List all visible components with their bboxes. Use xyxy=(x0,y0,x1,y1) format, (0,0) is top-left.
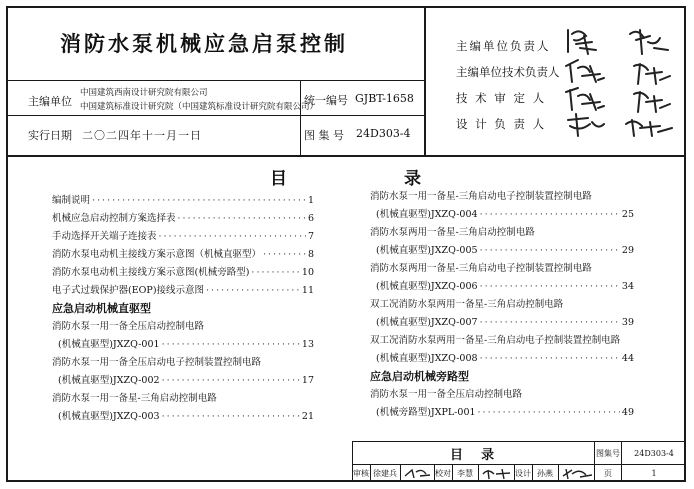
toc-section-direct-drive: 应急启动机械直驱型 xyxy=(52,302,151,315)
date-value: 二〇二四年十一月一日 xyxy=(82,129,202,142)
toc-entry-line1[interactable]: 消防水泵一用一备全压启动控制电路 xyxy=(370,389,523,400)
check-name: 李慧 xyxy=(457,469,473,478)
role-tech-head: 主编单位技术负责人 xyxy=(456,65,560,79)
toc-entry-line2[interactable]: (机械直驱型)JXZQ-007 ····· 39 xyxy=(370,314,634,332)
toc-item[interactable]: 电子式过载保护器(EOP)接线示意图 ····· 11 xyxy=(52,282,314,300)
toc-heading-left: 目 xyxy=(270,169,291,189)
review-label: 审核 xyxy=(353,469,369,478)
toc-item[interactable]: 消防水泵电动机主接线方案示意图（机械直驱型） ····· 8 xyxy=(52,246,314,264)
role-tech-approver: 技 术 审 定 人 xyxy=(456,91,547,105)
toc-entry-line1[interactable]: 消防水泵一用一备全压启动控制电路 xyxy=(52,321,205,332)
toc-right-column xyxy=(370,188,634,422)
title-block-name: 目 录 xyxy=(450,448,495,463)
row-sep xyxy=(558,465,559,482)
header-bottom-rule xyxy=(6,155,686,157)
row-sep xyxy=(532,465,533,482)
toc-heading-right: 录 xyxy=(404,169,425,189)
toc-entry-line2[interactable]: (机械旁路型)JXPL-001 ····· 49 xyxy=(370,404,634,422)
date-label: 实行日期 xyxy=(28,129,72,142)
page-label: 页 xyxy=(604,469,612,478)
toc-entry-line2[interactable]: (机械直驱型)JXZQ-005 ····· 29 xyxy=(370,242,634,260)
toc-entry-line2[interactable]: (机械直驱型)JXZQ-001 ····· 13 xyxy=(52,336,314,354)
toc-item[interactable]: 消防水泵电动机主接线方案示意图(机械旁路型) ····· 10 xyxy=(52,264,314,282)
row-sep xyxy=(400,465,401,482)
review-name: 徐建兵 xyxy=(373,469,397,478)
toc-entry-line2[interactable]: (机械直驱型)JXZQ-004 ····· 25 xyxy=(370,206,634,224)
design-name: 孙燕 xyxy=(537,469,553,478)
design-label: 设计 xyxy=(515,469,531,478)
toc-entry-line1[interactable]: 消防水泵一用一备全压启动电子控制装置控制电路 xyxy=(52,357,262,368)
code-divider xyxy=(300,80,301,156)
editor-unit-label: 主编单位 xyxy=(28,95,72,108)
toc-entry-line2[interactable]: (机械直驱型)JXZQ-003 ····· 21 xyxy=(52,408,314,426)
design-signature xyxy=(560,466,594,481)
code-label: 统一编号 xyxy=(304,94,348,107)
header-divider xyxy=(424,6,426,156)
toc-left-column xyxy=(52,192,314,426)
toc-entry-line1[interactable]: 消防水泵一用一备星-三角启动电子控制装置控制电路 xyxy=(370,191,592,202)
title-rule xyxy=(6,80,424,81)
signatures xyxy=(560,20,680,140)
page-number: 1 xyxy=(651,469,657,478)
title-block-atlas-label: 图集号 xyxy=(596,448,620,458)
row-sep xyxy=(452,465,453,482)
atlas-label: 图 集 号 xyxy=(304,129,344,142)
toc-entry-line2[interactable]: (机械直驱型)JXZQ-002 ····· 17 xyxy=(52,372,314,390)
toc-entry-line1[interactable]: 消防水泵两用一备星-三角启动电子控制装置控制电路 xyxy=(370,263,592,274)
row-sep xyxy=(370,465,371,482)
page-title: 消防水泵机械应急启泵控制 xyxy=(60,32,348,56)
atlas-value: 24D303-4 xyxy=(356,127,411,140)
toc-entry-line1[interactable]: 双工况消防水泵两用一备星-三角启动控制电路 xyxy=(370,299,564,310)
toc-entry-line2[interactable]: (机械直驱型)JXZQ-006 ····· 34 xyxy=(370,278,634,296)
toc-entry-line2[interactable]: (机械直驱型)JXZQ-008 ····· 44 xyxy=(370,350,634,368)
editor-unit-line1: 中国建筑西南设计研究院有限公司 xyxy=(80,88,208,98)
role-design-head: 设 计 负 责 人 xyxy=(456,117,547,131)
toc-entry-line1[interactable]: 消防水泵一用一备星-三角启动控制电路 xyxy=(52,393,217,404)
role-editor-unit-head: 主编单位负责人 xyxy=(456,39,551,53)
editor-unit-line2: 中国建筑标准设计研究院（中国建筑标准设计研究院有限公司） xyxy=(80,102,319,112)
row-sep xyxy=(514,465,515,482)
check-signature xyxy=(480,466,512,481)
title-block-atlas-value: 24D303-4 xyxy=(634,448,674,458)
row-sep xyxy=(434,465,435,482)
toc-item[interactable]: 手动选择开关端子连接表 ····· 7 xyxy=(52,228,314,246)
editor-rule xyxy=(6,115,424,116)
toc-item[interactable]: 编制说明 ····· 1 xyxy=(52,192,314,210)
code-value: GJBT-1658 xyxy=(355,92,414,105)
check-label: 校对 xyxy=(435,469,451,478)
review-signature xyxy=(402,466,432,481)
toc-section-bypass: 应急启动机械旁路型 xyxy=(370,370,469,383)
toc-entry-line1[interactable]: 消防水泵两用一备星-三角启动控制电路 xyxy=(370,227,535,238)
toc-entry-line1[interactable]: 双工况消防水泵两用一备星-三角启动电子控制装置控制电路 xyxy=(370,335,621,346)
toc-item[interactable]: 机械应急启动控制方案选择表 ····· 6 xyxy=(52,210,314,228)
row-sep xyxy=(478,465,479,482)
